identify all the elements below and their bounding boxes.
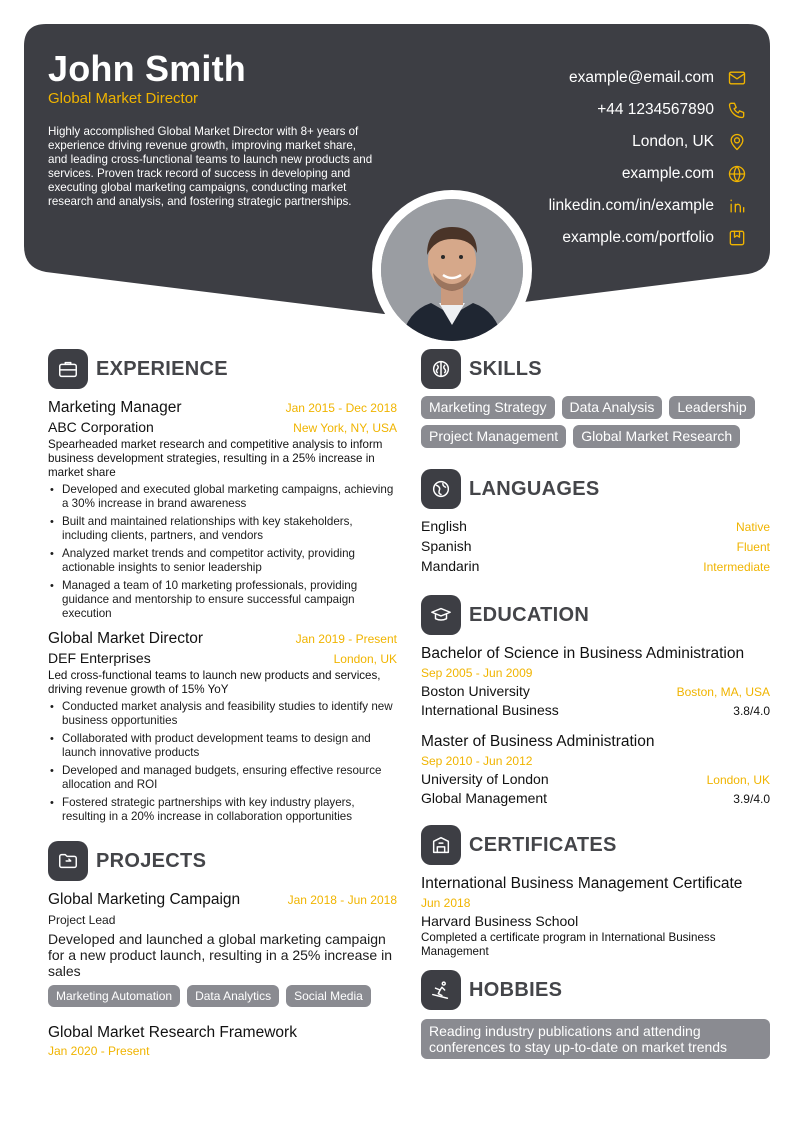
globe-icon bbox=[726, 163, 748, 185]
profile-summary: Highly accomplished Global Market Director with 8+ years of experience driving revenue growth, improving market share, and leading cross-functional teams to launch new products and services. Proven track record of success in developing and executing global marketing campaigns, conducting market research and analysis, and fostering strategic partnerships. bbox=[48, 125, 373, 208]
contact-phone[interactable] bbox=[410, 94, 770, 126]
phone-text[interactable]: +44 1234567890 bbox=[597, 101, 714, 118]
degree-name: Master of Business Administration bbox=[421, 733, 655, 750]
skill-tag: Data Analysis bbox=[562, 396, 663, 419]
bullet-item: • Built and maintained relationships with key stakeholders, including clients, partners, and vendors bbox=[48, 515, 397, 543]
languages-title: LANGUAGES bbox=[469, 477, 600, 500]
skills-header bbox=[421, 348, 770, 390]
website-text[interactable]: example.com bbox=[621, 165, 714, 182]
language-name: Spanish bbox=[421, 538, 472, 554]
language-row bbox=[421, 558, 770, 578]
language-level: Intermediate bbox=[703, 560, 770, 574]
brain-icon bbox=[421, 349, 461, 389]
briefcase-icon bbox=[48, 349, 88, 389]
left-column bbox=[48, 348, 397, 1059]
project-tag: Social Media bbox=[286, 985, 371, 1007]
certificates-title: CERTIFICATES bbox=[469, 833, 617, 856]
projects-header bbox=[48, 840, 397, 882]
language-name: Mandarin bbox=[421, 558, 480, 574]
institution-icon bbox=[421, 825, 461, 865]
school-location: London, UK bbox=[706, 773, 770, 787]
project-role: Project Lead bbox=[48, 913, 116, 927]
education-header bbox=[421, 594, 770, 636]
project-dates: Jan 2020 - Present bbox=[48, 1044, 150, 1058]
skill-tag: Global Market Research bbox=[573, 425, 740, 448]
job-location: London, UK bbox=[333, 652, 397, 666]
languages-list bbox=[421, 518, 770, 578]
portfolio-text[interactable]: example.com/portfolio bbox=[562, 229, 714, 246]
gpa: 3.9/4.0 bbox=[733, 792, 770, 806]
job-title: Marketing Manager bbox=[48, 399, 182, 416]
certificate-description: Completed a certificate program in International Business Management bbox=[421, 931, 716, 958]
project-title: Global Marketing Campaign bbox=[48, 891, 241, 908]
project-entry bbox=[48, 1023, 397, 1059]
experience-entry bbox=[48, 398, 397, 621]
certificate-issuer: Harvard Business School bbox=[421, 913, 579, 929]
languages-header bbox=[421, 468, 770, 510]
linkedin-text[interactable]: linkedin.com/in/example bbox=[548, 197, 714, 214]
project-tag: Marketing Automation bbox=[48, 985, 180, 1007]
location-pin-icon bbox=[726, 131, 748, 153]
job-bullets bbox=[48, 483, 397, 621]
hobbies-header bbox=[421, 969, 770, 1011]
school-name: University of London bbox=[421, 771, 549, 787]
job-description: Spearheaded market research and competitive analysis to inform business development strategies, resulting in a 25% increase in market share bbox=[48, 438, 383, 479]
bullet-item: • Fostered strategic partnerships with key industry players, resulting in a 20% increase in collaboration opportunities bbox=[48, 796, 397, 824]
right-column bbox=[421, 348, 770, 1059]
contact-email[interactable] bbox=[410, 62, 770, 94]
bullet-item: • Analyzed market trends and competitor activity, providing actionable insights to senior leadership bbox=[48, 547, 397, 575]
folder-icon bbox=[48, 841, 88, 881]
project-description: Developed and launched a global marketing campaign for a new product launch, resulting in a 25% increase in sales bbox=[48, 931, 392, 979]
language-row bbox=[421, 518, 770, 538]
certificate-entry bbox=[421, 874, 770, 959]
bullet-item: • Collaborated with product development teams to design and launch innovative products bbox=[48, 732, 397, 760]
certificate-name: International Business Management Certificate bbox=[421, 875, 743, 892]
education-title: EDUCATION bbox=[469, 603, 590, 626]
project-entry bbox=[48, 890, 397, 1007]
job-dates: Jan 2015 - Dec 2018 bbox=[285, 401, 397, 415]
job-bullets bbox=[48, 700, 397, 824]
graduation-cap-icon bbox=[421, 595, 461, 635]
bullet-item: • Managed a team of 10 marketing professionals, providing guidance and mentorship to ensure successful campaign execution bbox=[48, 579, 397, 621]
job-title: Global Market Director bbox=[48, 630, 204, 647]
company-name: ABC Corporation bbox=[48, 419, 154, 435]
experience-header bbox=[48, 348, 397, 390]
candidate-name: John Smith bbox=[48, 48, 246, 89]
education-entry bbox=[421, 644, 770, 718]
bullet-item: • Conducted market analysis and feasibility studies to identify new business opportunities bbox=[48, 700, 397, 728]
education-dates: Sep 2010 - Jun 2012 bbox=[421, 754, 533, 768]
experience-title: EXPERIENCE bbox=[96, 357, 228, 380]
job-description: Led cross-functional teams to launch new products and services, driving revenue growth of 15% YoY bbox=[48, 669, 381, 696]
school-name: Boston University bbox=[421, 683, 530, 699]
bullet-item: • Developed and executed global marketing campaigns, achieving a 30% increase in brand awareness bbox=[48, 483, 397, 511]
location-text: London, UK bbox=[632, 133, 714, 150]
phone-icon bbox=[726, 99, 748, 121]
language-icon bbox=[421, 469, 461, 509]
email-text[interactable]: example@email.com bbox=[569, 69, 714, 86]
projects-title: PROJECTS bbox=[96, 849, 207, 872]
education-dates: Sep 2005 - Jun 2009 bbox=[421, 666, 533, 680]
degree-name: Bachelor of Science in Business Administration bbox=[421, 645, 745, 662]
skill-tag: Leadership bbox=[669, 396, 754, 419]
bullet-item: • Developed and managed budgets, ensuring effective resource allocation and ROI bbox=[48, 764, 397, 792]
project-title: Global Market Research Framework bbox=[48, 1024, 297, 1041]
skills-tags bbox=[421, 396, 770, 448]
profile-photo bbox=[381, 199, 523, 341]
hobbies-title: HOBBIES bbox=[469, 978, 563, 1001]
field-of-study: Global Management bbox=[421, 790, 548, 806]
language-name: English bbox=[421, 518, 467, 534]
education-entry bbox=[421, 732, 770, 806]
language-level: Native bbox=[735, 520, 770, 534]
skill-tag: Marketing Strategy bbox=[421, 396, 555, 419]
candidate-role: Global Market Director bbox=[48, 90, 199, 107]
skiing-icon bbox=[421, 970, 461, 1010]
contact-website[interactable] bbox=[410, 158, 770, 190]
language-level: Fluent bbox=[736, 540, 770, 554]
skills-title: SKILLS bbox=[469, 357, 542, 380]
hobby-tag: Reading industry publications and attending conferences to stay up-to-date on market trends bbox=[421, 1019, 770, 1059]
experience-entry bbox=[48, 629, 397, 824]
certificates-header bbox=[421, 824, 770, 866]
contact-location bbox=[410, 126, 770, 158]
company-name: DEF Enterprises bbox=[48, 650, 151, 666]
gpa: 3.8/4.0 bbox=[733, 704, 770, 718]
linkedin-icon bbox=[726, 195, 748, 217]
project-dates: Jan 2018 - Jun 2018 bbox=[287, 893, 397, 907]
bookmark-icon bbox=[726, 227, 748, 249]
skill-tag: Project Management bbox=[421, 425, 566, 448]
certificate-date: Jun 2018 bbox=[421, 896, 471, 910]
job-dates: Jan 2019 - Present bbox=[295, 632, 397, 646]
job-location: New York, NY, USA bbox=[293, 421, 397, 435]
mail-icon bbox=[726, 67, 748, 89]
language-row bbox=[421, 538, 770, 558]
project-tags bbox=[48, 985, 397, 1007]
project-tag: Data Analytics bbox=[187, 985, 279, 1007]
field-of-study: International Business bbox=[421, 702, 559, 718]
school-location: Boston, MA, USA bbox=[676, 685, 770, 699]
